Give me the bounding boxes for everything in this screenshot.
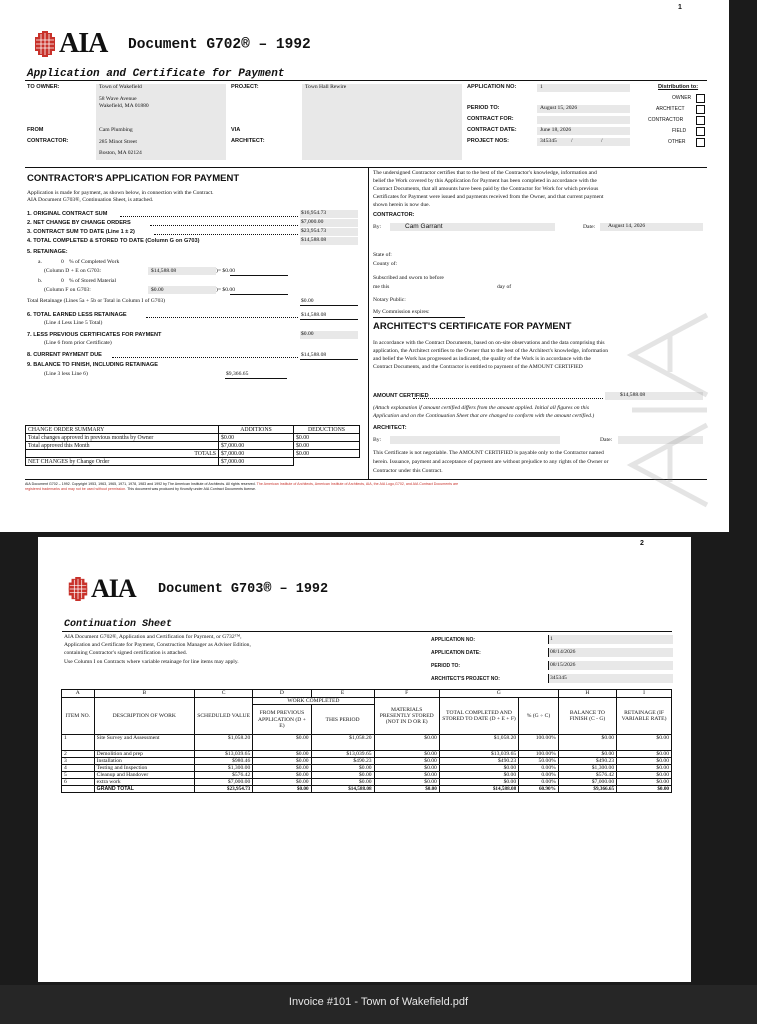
- document-title: Document G703® – 1992: [158, 582, 329, 597]
- amount-certified-label: AMOUNT CERTIFIED: [373, 393, 429, 399]
- col-header-materials: MATERIALS PRESENTLY STORED (NOT IN D OR E): [374, 698, 439, 735]
- project-label: PROJECT:: [231, 84, 259, 90]
- application-no-field: [548, 635, 673, 644]
- g703-page: [38, 537, 691, 982]
- row-scheduled-value: $1,300.00: [194, 765, 252, 772]
- cos-row-label: Total approved this Month: [26, 442, 219, 450]
- line2-value: $7,000.00: [301, 219, 324, 225]
- line2-leader: [150, 225, 298, 226]
- contractor-name: Cam Plumbing: [99, 127, 133, 133]
- arch-by-label: By:: [373, 437, 382, 443]
- page-number: 1: [678, 4, 682, 11]
- row-retainage: $0.00: [617, 751, 672, 758]
- col-header-this-period: THIS PERIOD: [311, 705, 374, 735]
- row-this-period: $0.00: [311, 779, 374, 786]
- row-item-no: 4: [62, 765, 95, 772]
- grand-total-this-period: $14,588.08: [311, 786, 374, 793]
- row-materials: $0.00: [374, 735, 439, 751]
- row-balance: $0.00: [558, 751, 616, 758]
- row-description: Demolition and prep: [94, 751, 194, 758]
- grand-total-percent: 60.90%: [519, 786, 559, 793]
- by-label: By:: [373, 224, 382, 230]
- row-description: Site Survey and Assessment: [94, 735, 194, 751]
- row-from-previous: $0.00: [253, 772, 311, 779]
- line4-label: 4. TOTAL COMPLETED & STORED TO DATE (Column G on G703): [27, 238, 200, 244]
- row-balance: $1,300.00: [558, 765, 616, 772]
- cos-row-label: Total changes approved in previous months by Owner: [26, 434, 219, 442]
- row-percent: 100.00%: [519, 735, 559, 751]
- page-number: 2: [640, 540, 644, 547]
- row-total: $1,058.20: [439, 735, 518, 751]
- row-retainage: $0.00: [617, 772, 672, 779]
- dist-other: OTHER: [668, 139, 686, 145]
- cos-row-deductions: $0.00: [294, 442, 360, 450]
- line5b-text: % of Stored Material: [69, 278, 117, 284]
- cos-totals-deductions: $0.00: [294, 450, 360, 458]
- line5b-result: )= $0.00: [216, 287, 236, 293]
- intro-line-2: AIA Document G703®, Continuation Sheet, is attached.: [27, 197, 154, 203]
- footer-license: This document was produced by Knowify under AIA Contract Documents license.: [127, 487, 257, 491]
- row-from-previous: $0.00: [253, 735, 311, 751]
- cos-header-title: CHANGE ORDER SUMMARY: [26, 426, 219, 434]
- row-this-period: $490.23: [311, 758, 374, 765]
- row-scheduled-value: $576.42: [194, 772, 252, 779]
- row-this-period: $1,058.20: [311, 735, 374, 751]
- application-date-value: 08/14/2026: [550, 649, 576, 655]
- negotiable-3: Contractor under this Contract.: [373, 468, 443, 474]
- line9-sub: (Line 3 less Line 6): [44, 371, 88, 377]
- line8-label: 8. CURRENT PAYMENT DUE: [27, 352, 102, 358]
- amount-certified-leader: [413, 398, 603, 399]
- contract-date-value: June 18, 2026: [540, 127, 572, 133]
- cert-text-1: The undersigned Contractor certifies that to the best of the Contractor's knowledge, information and: [373, 170, 597, 176]
- document-subtitle: Application and Certificate for Payment: [27, 68, 285, 80]
- grand-total-empty: [62, 786, 95, 793]
- project-nos-value: 345345: [540, 138, 557, 144]
- row-this-period: $0.00: [311, 765, 374, 772]
- cos-row-deductions: $0.00: [294, 434, 360, 442]
- from-label: FROM: [27, 127, 44, 133]
- architect-field-bg: [302, 126, 462, 160]
- cos-row-additions: $0.00: [219, 434, 294, 442]
- cos-header-additions: ADDITIONS: [219, 426, 294, 434]
- line5a-pct: 0: [61, 259, 64, 265]
- dist-owner: OWNER: [672, 95, 692, 101]
- period-to-value: August 15, 2026: [540, 105, 578, 111]
- row-retainage: $0.00: [617, 779, 672, 786]
- grand-total-scheduled: $23,954.73: [194, 786, 252, 793]
- contractor-application-heading: CONTRACTOR'S APPLICATION FOR PAYMENT: [27, 173, 240, 184]
- period-to-label: PERIOD TO:: [431, 663, 461, 669]
- period-to-label: PERIOD TO:: [467, 105, 500, 111]
- row-materials: $0.00: [374, 758, 439, 765]
- footer-rule: [25, 479, 707, 480]
- col-letter: F: [374, 690, 439, 698]
- contract-for-field: [537, 116, 630, 124]
- document-title: Document G702® – 1992: [128, 37, 311, 53]
- architect-project-no-label: ARCHITECT'S PROJECT NO:: [431, 676, 500, 682]
- dist-contractor-checkbox[interactable]: [696, 116, 705, 125]
- grand-total-label: GRAND TOTAL: [94, 786, 194, 793]
- contract-for-label: CONTRACT FOR:: [467, 116, 514, 122]
- cos-totals-additions: $7,000.00: [219, 450, 294, 458]
- col-letter: D: [253, 690, 311, 698]
- day-of: day of: [497, 284, 512, 290]
- arch-text-2: application, the Architect certifies to the Owner that to the best of the Architect's knowledge, information: [373, 348, 609, 354]
- line5b-base: $0.00: [151, 287, 164, 293]
- cos-net-value: $7,000.00: [219, 458, 294, 466]
- grand-total-from-previous: $0.00: [253, 786, 311, 793]
- row-balance: $576.42: [558, 772, 616, 779]
- row-total: $13,039.65: [439, 751, 518, 758]
- row-materials: $0.00: [374, 765, 439, 772]
- cert-text-5: shown herein is now due.: [373, 202, 431, 208]
- line5a-base: $14,588.08: [151, 268, 177, 274]
- line9-value: $9,366.65: [226, 371, 249, 377]
- row-retainage: $0.00: [617, 735, 672, 751]
- row-scheduled-value: $13,039.65: [194, 751, 252, 758]
- row-total: $0.00: [439, 779, 518, 786]
- arch-date-label: Date:: [600, 437, 613, 443]
- section-rule: [25, 167, 707, 168]
- col-header-description: DESCRIPTION OF WORK: [94, 698, 194, 735]
- line7-sub: (Line 6 from prior Certificate): [44, 340, 112, 346]
- dist-architect-checkbox[interactable]: [696, 105, 705, 114]
- line5-total-label: Total Retainage (Lines 5a + 5b or Total in Column I of G703): [27, 298, 166, 304]
- attach-note-1: (Attach explanation if amount certified differs from the amount applied. Initial all figures on this: [373, 405, 590, 411]
- row-from-previous: $0.00: [253, 751, 311, 758]
- col-header-percent: % (G ÷ C): [519, 698, 559, 735]
- line6-leader: [146, 317, 298, 318]
- line3-leader: [154, 234, 298, 235]
- row-balance: $7,000.00: [558, 779, 616, 786]
- contractor-signature-label: CONTRACTOR:: [373, 212, 415, 218]
- by-value: Cam Garrant: [405, 223, 443, 230]
- arch-by-field[interactable]: [390, 436, 560, 444]
- row-percent: 100.00%: [519, 751, 559, 758]
- row-item-no: 2: [62, 751, 95, 758]
- header-rule: [62, 631, 672, 632]
- col-letter: G: [439, 690, 558, 698]
- line6-sub: (Line 4 Less Line 5 Total): [44, 320, 103, 326]
- row-from-previous: $0.00: [253, 779, 311, 786]
- architect-label: ARCHITECT:: [231, 138, 265, 144]
- line5a-result: )= $0.00: [216, 268, 236, 274]
- contract-date-label: CONTRACT DATE:: [467, 127, 517, 133]
- negotiable-2: herein. Issuance, payment and acceptance of payment are without prejudice to any rights of the Owner or: [373, 459, 609, 465]
- footer-copyright: AIA Document G702 – 1992. Copyright 1953, 1963, 1965, 1971, 1978, 1983 and 1992 by The American Institute of Architects. All rights reserved.: [25, 482, 256, 486]
- row-retainage: $0.00: [617, 758, 672, 765]
- row-description: extra work: [94, 779, 194, 786]
- footer-trademark: The American Institute of Architects, American Institute of Architects, AIA, the AIA Logo,G702, and AIA Contract Documents are: [256, 482, 459, 486]
- header-rule: [25, 80, 707, 81]
- period-to-value: 08/15/2026: [550, 662, 576, 668]
- architect-project-no-value: 345345: [550, 675, 567, 681]
- line8-underline: [300, 359, 358, 360]
- project-value: Town Hall Rewire: [305, 84, 347, 90]
- row-balance: $0.00: [558, 735, 616, 751]
- cert-text-3: Contract Documents, that all amounts have been paid by the Contractor for Work for which previous: [373, 186, 599, 192]
- line1-value: $16,954.73: [301, 210, 327, 216]
- subscribed: Subscribed and sworn to before: [373, 275, 444, 281]
- dist-owner-checkbox[interactable]: [696, 94, 705, 103]
- line6-underline: [300, 319, 358, 320]
- line1-leader: [120, 216, 298, 217]
- cos-totals-label: TOTALS: [26, 450, 219, 458]
- owner-addr2: Wakefield, MA 01880: [99, 103, 149, 109]
- footer-line-1: [25, 482, 458, 486]
- col-letter: I: [617, 690, 672, 698]
- row-retainage: $0.00: [617, 765, 672, 772]
- line9-underline: [225, 378, 287, 379]
- row-total: $490.23: [439, 758, 518, 765]
- owner-name: Town of Wakefield: [99, 84, 142, 90]
- cos-net-label: NET CHANGES by Change Order: [26, 458, 219, 466]
- change-order-summary-table: [25, 425, 360, 466]
- distribution-label: Distribution to:: [658, 84, 699, 90]
- line7-label: 7. LESS PREVIOUS CERTIFICATES FOR PAYMENT: [27, 332, 162, 338]
- application-no-field: [537, 84, 630, 92]
- document-filename: Invoice #101 - Town of Wakefield.pdf: [288, 996, 469, 1008]
- col-letter: H: [558, 690, 616, 698]
- dist-architect: ARCHITECT: [656, 106, 685, 112]
- commission-expires: My Commission expires:: [373, 309, 430, 315]
- date-value: August 14, 2026: [608, 223, 646, 229]
- cos-row-additions: $7,000.00: [219, 442, 294, 450]
- col-header-work-completed: WORK COMPLETED: [253, 698, 374, 705]
- grand-total-balance: $9,366.65: [558, 786, 616, 793]
- row-description: Testing and Inspection: [94, 765, 194, 772]
- arch-text-4: Contract Documents, and the Contractor is entitled to payment of the AMOUNT CERTIFIED: [373, 364, 583, 370]
- aia-logo-icon: [66, 577, 90, 601]
- contractor-addr2: Boston, MA 02124: [99, 150, 142, 156]
- line5a-prefix: a.: [38, 259, 42, 265]
- amount-certified-value: $14,588.08: [620, 392, 646, 398]
- attach-note-2: Application and on the Continuation Sheet that are changed to conform with the amount certified.): [373, 413, 595, 419]
- application-no-label: APPLICATION NO:: [467, 84, 517, 90]
- row-from-previous: $0.00: [253, 758, 311, 765]
- continuation-table: [61, 689, 672, 793]
- application-no-value: 1: [540, 84, 543, 90]
- aia-logo-text: AIA: [59, 28, 108, 59]
- document-subtitle: Continuation Sheet: [64, 619, 173, 630]
- line5b-underline: [230, 294, 288, 295]
- owner-addr1: 58 Wave Avenue: [99, 96, 137, 102]
- line1-label: 1. ORIGINAL CONTRACT SUM: [27, 211, 108, 217]
- intro-line-1: Application is made for payment, as shown below, in connection with the Contract.: [27, 190, 214, 196]
- line8-leader: [112, 357, 298, 358]
- cert-text-4: Certificates for Payment were issued and payments received from the Owner, and that current payment: [373, 194, 604, 200]
- grand-total-total: $14,588.08: [439, 786, 518, 793]
- footer-trademark-2: registered trademarks and may not be used without permission.: [25, 487, 127, 491]
- contractor-addr1: 285 Minot Street: [99, 139, 137, 145]
- to-owner-label: TO OWNER:: [27, 84, 60, 90]
- project-nos-label: PROJECT NOS:: [467, 138, 509, 144]
- row-percent: 50.00%: [519, 758, 559, 765]
- project-nos-sep2: /: [601, 138, 603, 144]
- row-materials: $0.00: [374, 751, 439, 758]
- dist-contractor: CONTRACTOR: [648, 117, 684, 123]
- row-scheduled-value: $980.46: [194, 758, 252, 765]
- architect-signature-label: ARCHITECT:: [373, 425, 407, 431]
- negotiable-1: This Certificate is not negotiable. The AMOUNT CERTIFIED is payable only to the Contractor named: [373, 450, 604, 456]
- row-balance: $490.23: [558, 758, 616, 765]
- intro-line-3: containing Contractor's signed certification is attached.: [64, 650, 188, 656]
- col-header-from-previous: FROM PREVIOUS APPLICATION (D + E): [253, 705, 311, 735]
- via-label: VIA: [231, 127, 241, 133]
- line3-label: 3. CONTRACT SUM TO DATE (Line 1 ± 2): [27, 229, 135, 235]
- arch-text-3: and belief the Work has progressed as indicated, the quality of the Work is in accordance with the: [373, 356, 591, 362]
- line5b-pct: 0: [61, 278, 64, 284]
- date-label: Date:: [583, 224, 596, 230]
- line5a-sub: (Column D + E on G703:: [44, 268, 102, 274]
- line3-value: $23,954.73: [301, 228, 327, 234]
- cos-net-empty: [294, 458, 360, 466]
- col-header-retainage: RETAINAGE (IF VARIABLE RATE): [617, 698, 672, 735]
- line9-label: 9. BALANCE TO FINISH, INCLUDING RETAINAGE: [27, 362, 158, 368]
- row-percent: 0.00%: [519, 779, 559, 786]
- row-percent: 0.00%: [519, 772, 559, 779]
- row-description: Installation: [94, 758, 194, 765]
- row-item-no: 3: [62, 758, 95, 765]
- row-total: $0.00: [439, 765, 518, 772]
- intro-line-4: Use Column I on Contracts where variable retainage for line items may apply.: [64, 659, 239, 665]
- row-this-period: $13,039.65: [311, 751, 374, 758]
- arch-text-1: In accordance with the Contract Documents, based on on-site observations and the data comprising this: [373, 340, 605, 346]
- line5-total-underline: [300, 305, 358, 306]
- dist-field: FIELD: [672, 128, 687, 134]
- notary-public: Notary Public:: [373, 297, 406, 303]
- architect-certificate-heading: ARCHITECT'S CERTIFICATE FOR PAYMENT: [373, 321, 572, 332]
- row-item-no: 6: [62, 779, 95, 786]
- dist-field-checkbox[interactable]: [696, 127, 705, 136]
- county-of: County of:: [373, 261, 398, 267]
- col-letter: C: [194, 690, 252, 698]
- state-of: State of:: [373, 252, 392, 258]
- line8-value: $14,588.08: [301, 352, 327, 358]
- line5b-sub: (Column F on G703:: [44, 287, 91, 293]
- intro-line-2: Application and Certificate for Payment, Construction Manager as Adviser Edition,: [64, 642, 251, 648]
- row-description: Cleanup and Handover: [94, 772, 194, 779]
- col-letter: A: [62, 690, 95, 698]
- row-materials: $0.00: [374, 772, 439, 779]
- row-scheduled-value: $1,058.20: [194, 735, 252, 751]
- line5b-prefix: b.: [38, 278, 43, 284]
- grand-total-materials: $0.00: [374, 786, 439, 793]
- application-no-label: APPLICATION NO:: [431, 637, 476, 643]
- project-nos-sep1: /: [571, 138, 573, 144]
- line6-label: 6. TOTAL EARNED LESS RETAINAGE: [27, 312, 127, 318]
- grand-total-retainage: $0.00: [617, 786, 672, 793]
- line5a-underline: [230, 275, 288, 276]
- line2-label: 2. NET CHANGE BY CHANGE ORDERS: [27, 220, 131, 226]
- col-header-item-no: ITEM NO.: [62, 698, 95, 735]
- me-this: me this: [373, 284, 390, 290]
- col-header-total: TOTAL COMPLETED AND STORED TO DATE (D + E + F): [439, 698, 518, 735]
- application-date-label: APPLICATION DATE:: [431, 650, 481, 656]
- row-this-period: $0.00: [311, 772, 374, 779]
- aia-watermark-icon: [612, 250, 722, 520]
- commission-underline: [373, 317, 465, 318]
- line5a-text: % of Completed Work: [69, 259, 120, 265]
- col-letter: B: [94, 690, 194, 698]
- contractor-label: CONTRACTOR:: [27, 138, 69, 144]
- line5-label: 5. RETAINAGE:: [27, 249, 68, 255]
- row-total: $0.00: [439, 772, 518, 779]
- aia-logo-icon: [32, 31, 58, 57]
- row-materials: $0.00: [374, 779, 439, 786]
- row-scheduled-value: $7,000.00: [194, 779, 252, 786]
- aia-logo-text: AIA: [91, 574, 136, 603]
- col-header-balance: BALANCE TO FINISH (C - G): [558, 698, 616, 735]
- line7-value: $0.00: [301, 331, 314, 337]
- column-divider: [368, 167, 369, 479]
- col-letter: E: [311, 690, 374, 698]
- application-no-value: 1: [550, 636, 553, 642]
- col-header-scheduled-value: SCHEDULED VALUE: [194, 698, 252, 735]
- line6-value: $14,588.08: [301, 312, 327, 318]
- line5-total-value: $0.00: [301, 298, 314, 304]
- footer-line-2: [25, 487, 256, 491]
- row-percent: 0.00%: [519, 765, 559, 772]
- cert-text-2: belief the Work covered by this Application for Payment has been completed in accordance with the: [373, 178, 597, 184]
- cos-header-deductions: DEDUCTIONS: [294, 426, 360, 434]
- dist-other-checkbox[interactable]: [696, 138, 705, 147]
- intro-line-1: AIA Document G702®, Application and Certification for Payment, or G732™,: [64, 634, 242, 640]
- line4-value: $14,588.08: [301, 237, 327, 243]
- row-from-previous: $0.00: [253, 765, 311, 772]
- row-item-no: 5: [62, 772, 95, 779]
- row-item-no: 1: [62, 735, 95, 751]
